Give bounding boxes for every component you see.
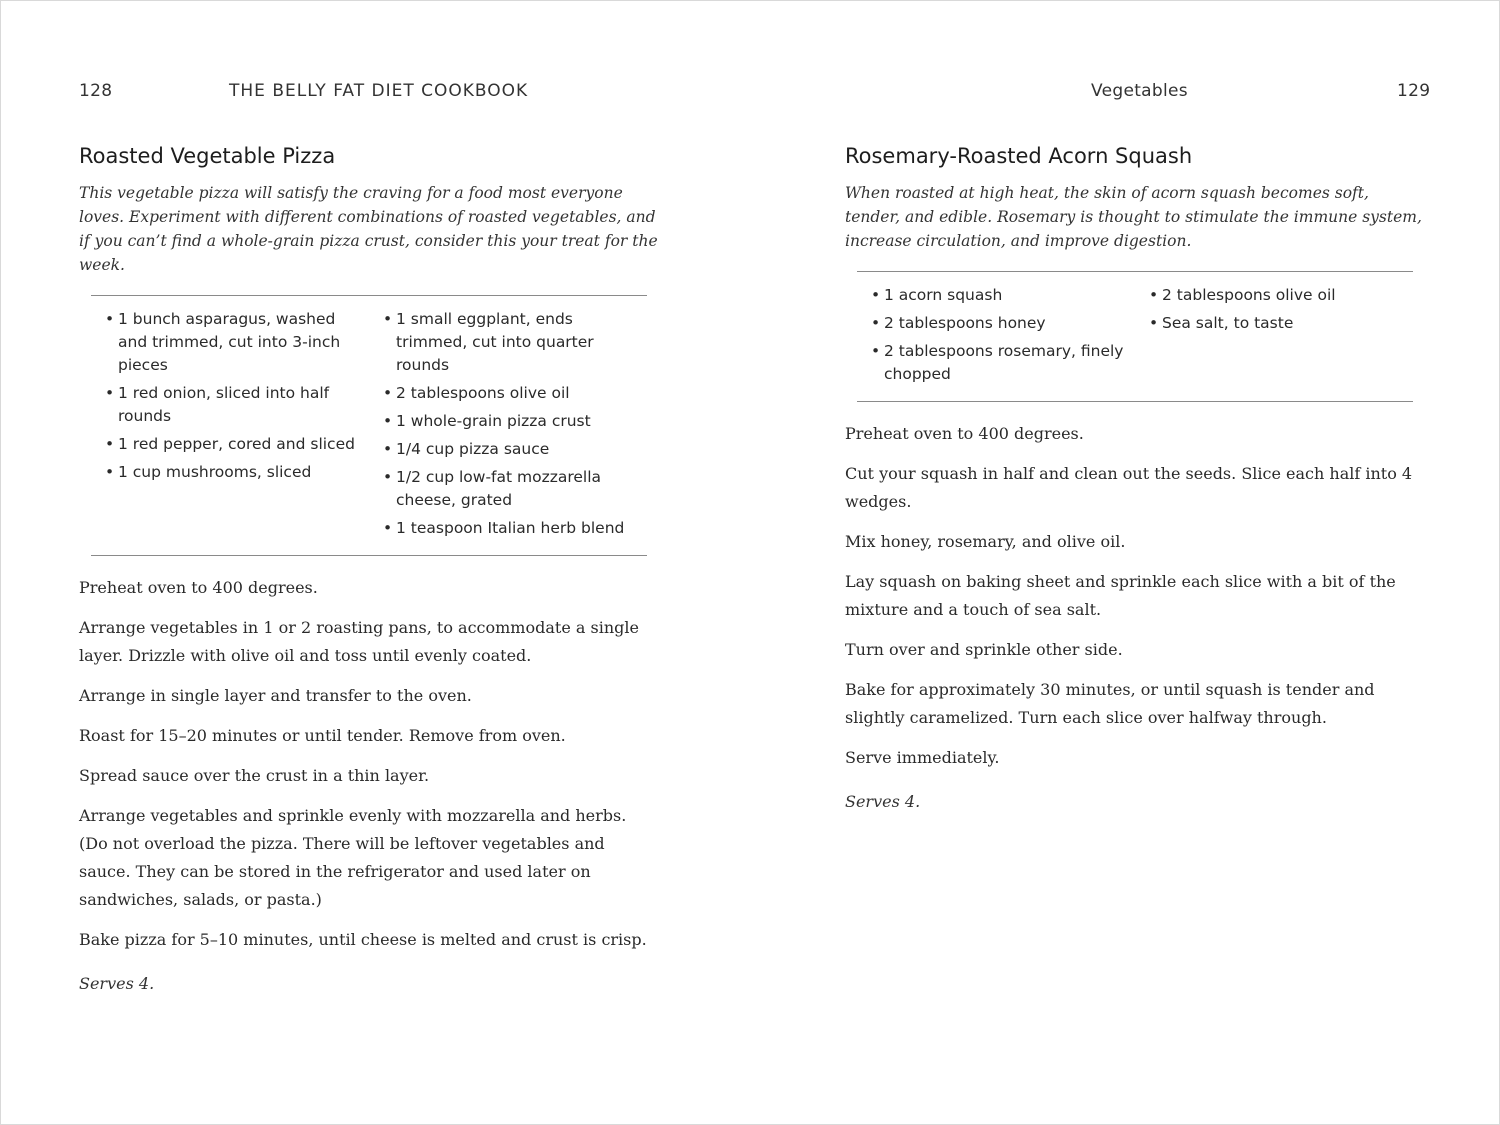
ingredient-item: • 1 whole-grain pizza crust <box>383 410 647 433</box>
step-paragraph: Lay squash on baking sheet and sprinkle each slice with a bit of the mixture and a touch of sea salt. <box>845 572 1396 619</box>
recipe-intro: This vegetable pizza will satisfy the craving for a food most everyone loves. Experiment with different combinations of roasted vegetables, and if you can’t find a whole-grain pizza crust, consider this your treat for the week. <box>79 184 658 274</box>
ingredient-item: • 1 red onion, sliced into half rounds <box>105 382 369 428</box>
step-paragraph: Turn over and sprinkle other side. <box>845 640 1123 659</box>
page-number: 129 <box>1397 81 1431 101</box>
ingredient-item: • 2 tablespoons honey <box>871 312 1135 335</box>
ingredient-item: • 1 bunch asparagus, washed and trimmed, cut into 3-inch pieces <box>105 308 369 377</box>
ingredient-item: • 2 tablespoons olive oil <box>383 382 647 405</box>
running-head: THE BELLY FAT DIET COOKBOOK <box>229 81 529 101</box>
recipe-steps <box>845 420 1425 772</box>
ingredient-item: • 1/2 cup low-fat mozzarella cheese, grated <box>383 466 647 512</box>
step-paragraph: Arrange vegetables in 1 or 2 roasting pans, to accommodate a single layer. Drizzle with olive oil and toss until evenly coated. <box>79 618 639 665</box>
step-paragraph: Preheat oven to 400 degrees. <box>79 578 318 597</box>
step-paragraph: Bake for approximately 30 minutes, or until squash is tender and slightly caramelized. Turn each slice over halfway through. <box>845 680 1375 727</box>
ingredients-column-1 <box>857 284 1135 391</box>
ingredient-item: • 1/4 cup pizza sauce <box>383 438 647 461</box>
recipe-roasted-vegetable-pizza <box>79 141 659 998</box>
step-paragraph: Serve immediately. <box>845 748 1000 767</box>
ingredient-item: • 1 small eggplant, ends trimmed, cut into quarter rounds <box>383 308 647 377</box>
ingredient-item: • 1 acorn squash <box>871 284 1135 307</box>
right-page <box>751 1 1500 1125</box>
recipe-title: Rosemary-Roasted Acorn Squash <box>845 144 1193 168</box>
step-paragraph: Mix honey, rosemary, and olive oil. <box>845 532 1126 551</box>
ingredients-box <box>857 271 1413 402</box>
ingredient-item: • 1 red pepper, cored and sliced <box>105 433 369 456</box>
ingredient-item: • 1 teaspoon Italian herb blend <box>383 517 647 540</box>
left-page <box>1 1 751 1125</box>
ingredient-item: • 2 tablespoons rosemary, finely chopped <box>871 340 1135 386</box>
ingredients-column-2 <box>369 308 647 545</box>
recipe-steps <box>79 574 659 954</box>
step-paragraph: Cut your squash in half and clean out the seeds. Slice each half into 4 wedges. <box>845 464 1413 511</box>
ingredient-item: • Sea salt, to taste <box>1149 312 1413 335</box>
ingredients-column-2 <box>1135 284 1413 391</box>
recipe-rosemary-roasted-acorn-squash <box>845 141 1425 816</box>
ingredients-box <box>91 295 647 556</box>
running-head: Vegetables <box>1091 81 1188 101</box>
recipe-title: Roasted Vegetable Pizza <box>79 144 336 168</box>
step-paragraph: Preheat oven to 400 degrees. <box>845 424 1084 443</box>
serves-note: Serves 4. <box>845 792 921 811</box>
recipe-intro: When roasted at high heat, the skin of acorn squash becomes soft, tender, and edible. Rosemary is thought to stimulate the immune system, increase circulation, and improve digestion. <box>845 184 1422 250</box>
step-paragraph: Arrange vegetables and sprinkle evenly with mozzarella and herbs. (Do not overload the pizza. There will be leftover vegetables and sauce. They can be stored in the refrigerator and used later on sandwiches, salads, or pasta.) <box>79 806 627 909</box>
step-paragraph: Arrange in single layer and transfer to the oven. <box>79 686 472 705</box>
ingredients-column-1 <box>91 308 369 545</box>
ingredient-item: • 1 cup mushrooms, sliced <box>105 461 369 484</box>
step-paragraph: Bake pizza for 5–10 minutes, until cheese is melted and crust is crisp. <box>79 930 647 949</box>
ingredient-item: • 2 tablespoons olive oil <box>1149 284 1413 307</box>
step-paragraph: Spread sauce over the crust in a thin layer. <box>79 766 430 785</box>
step-paragraph: Roast for 15–20 minutes or until tender. Remove from oven. <box>79 726 566 745</box>
serves-note: Serves 4. <box>79 974 155 993</box>
page-number: 128 <box>79 81 113 101</box>
